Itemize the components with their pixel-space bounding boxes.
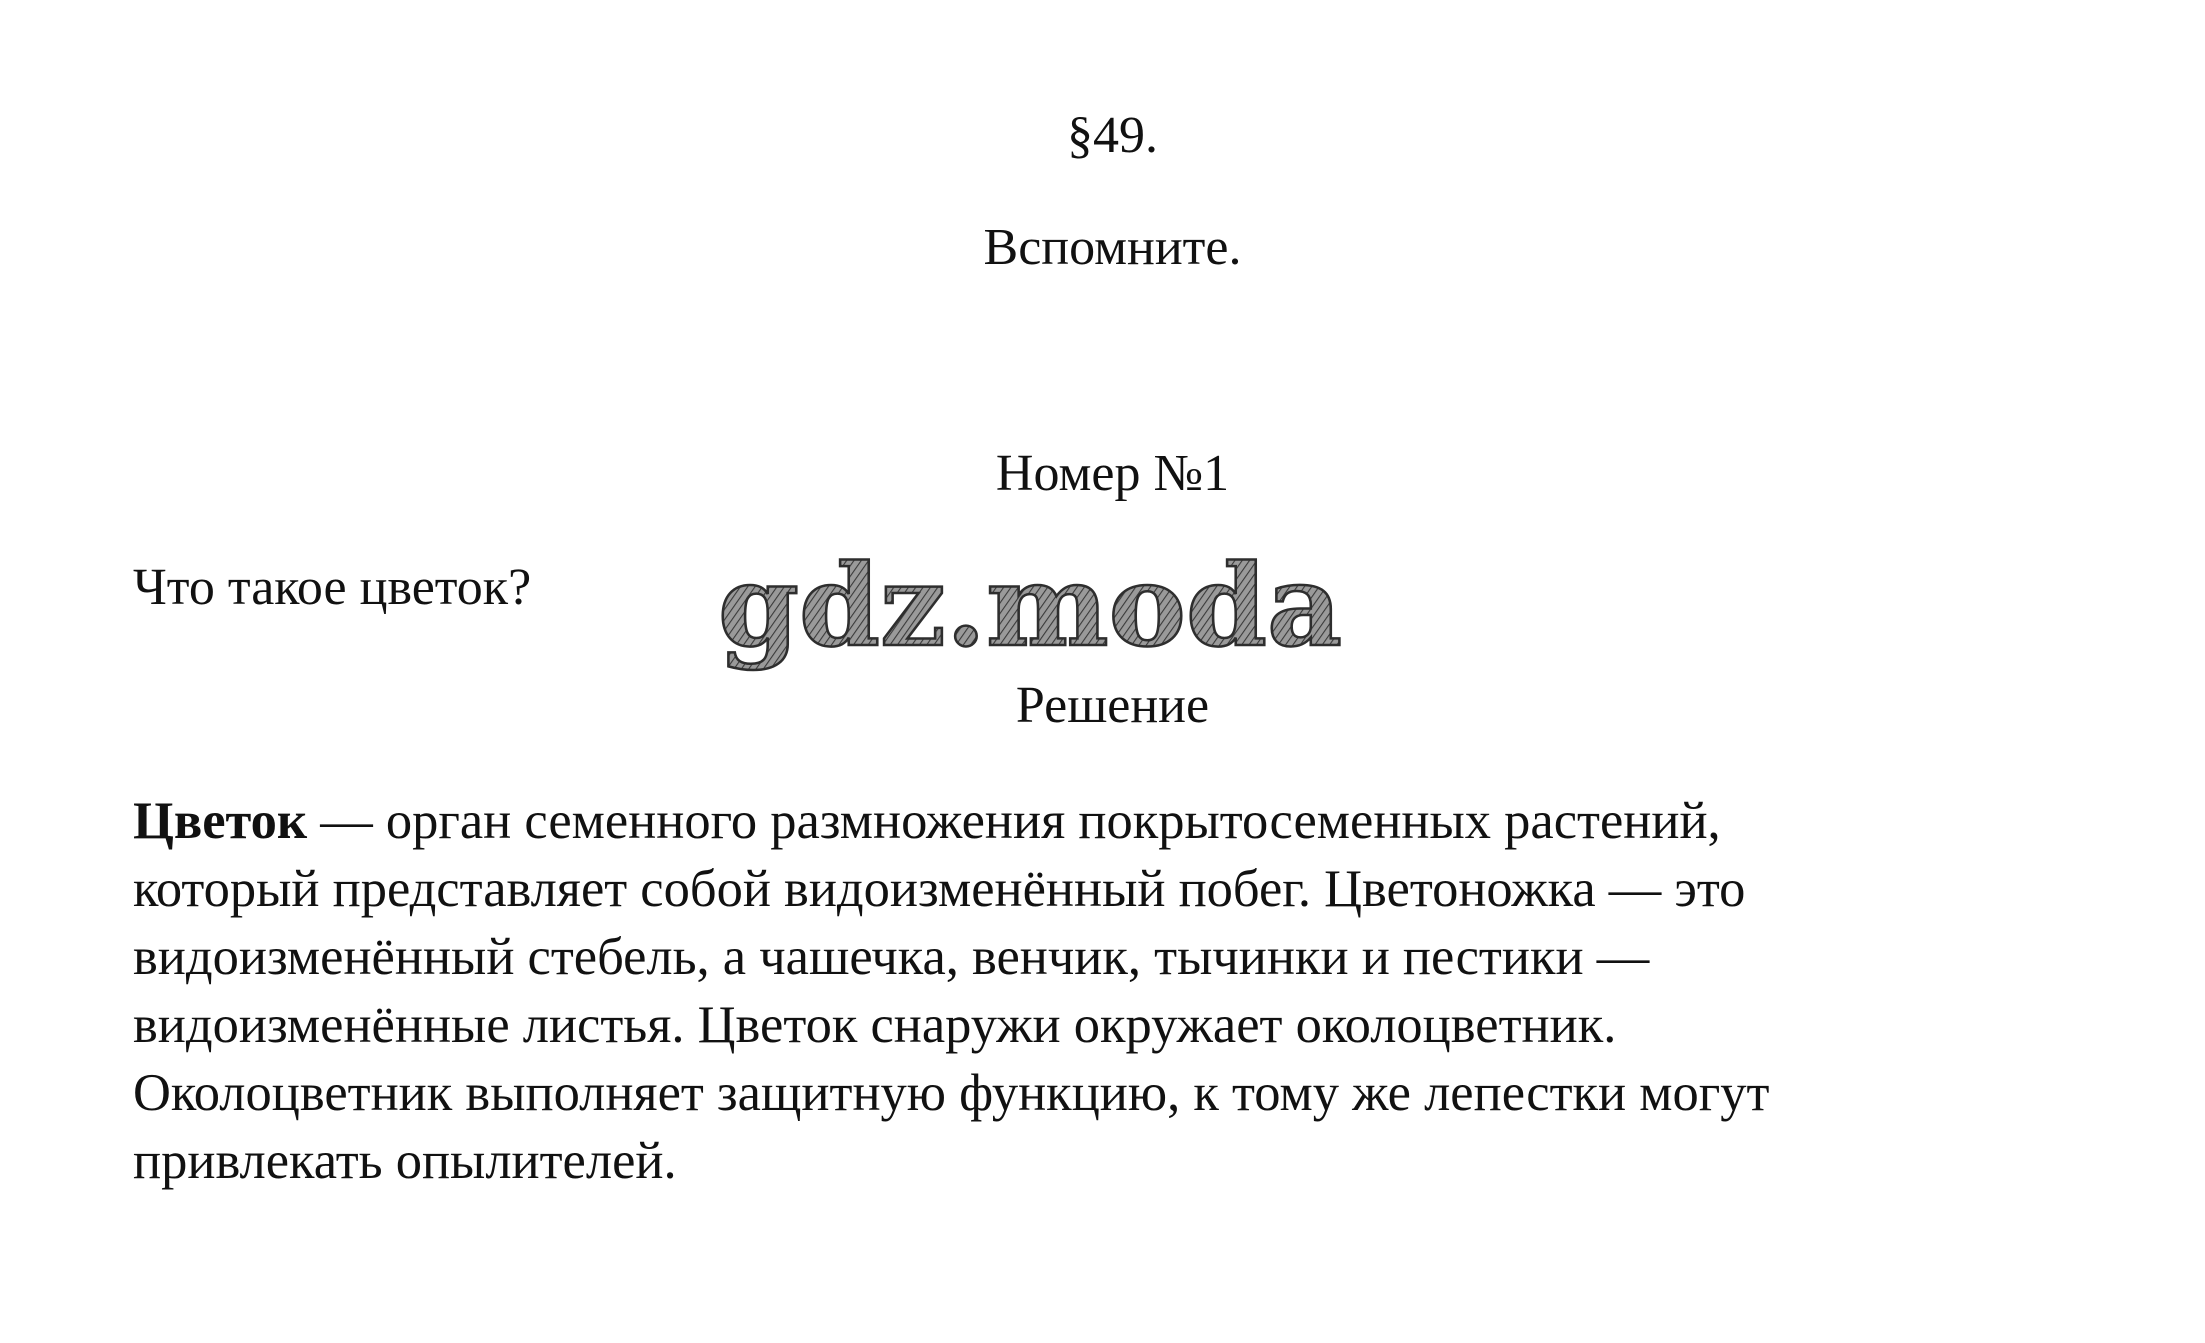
question-text: Что такое цветок? (133, 559, 532, 616)
watermark-logo-text: gdz.moda (718, 541, 1342, 672)
section-number: §49. (1067, 107, 1158, 164)
recall-heading: Вспомните. (983, 219, 1242, 276)
answer-line-5: Околоцветник выполняет защитную функцию, к тому же лепестки могут (133, 1064, 1770, 1122)
answer-paragraph (133, 787, 2113, 1195)
watermark-logo (710, 535, 1350, 685)
answer-line-2: который представляет собой видоизменённый побег. Цветоножка — это (133, 860, 1746, 918)
answer-line-6: привлекать опылителей. (133, 1132, 677, 1190)
answer-line-4: видоизменённые листья. Цветок снаружи окружает околоцветник. (133, 996, 1617, 1054)
answer-term: Цветок (133, 792, 308, 850)
answer-line-3: видоизменённый стебель, а чашечка, венчик, тычинки и пестики — (133, 928, 1650, 986)
task-number: Номер №1 (995, 445, 1230, 502)
solution-label: Решение (1015, 677, 1210, 734)
answer-line-1-rest: — орган семенного размножения покрытосеменных растений, (307, 792, 1721, 850)
answer-line-1 (133, 787, 2113, 855)
